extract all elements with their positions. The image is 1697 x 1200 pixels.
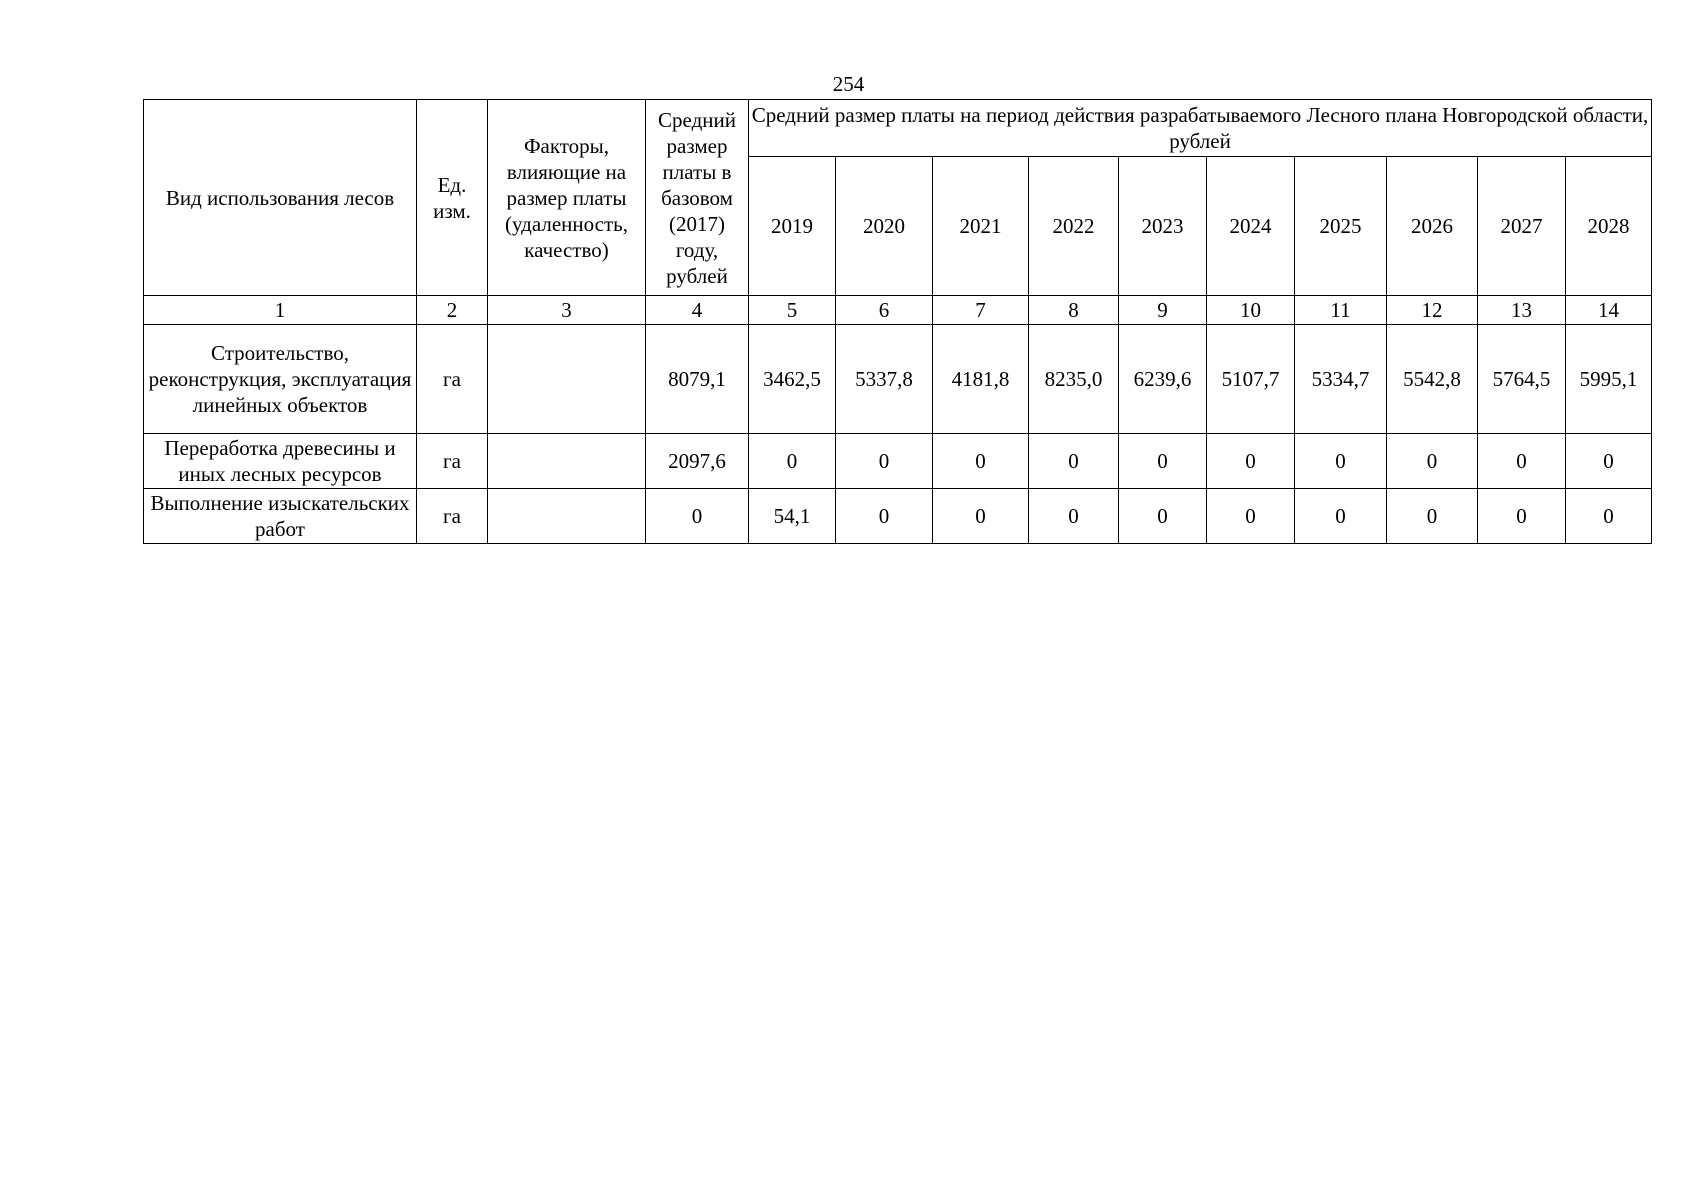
column-number: 9	[1119, 296, 1207, 325]
table-row	[144, 489, 1652, 544]
year-value-cell: 5337,8	[836, 325, 933, 434]
column-number: 1	[144, 296, 417, 325]
year-value-cell: 0	[749, 434, 836, 489]
header-year: 2020	[836, 157, 933, 296]
year-value-cell: 0	[1566, 489, 1652, 544]
year-value-cell: 0	[1478, 434, 1566, 489]
header-year: 2019	[749, 157, 836, 296]
factors-cell	[488, 489, 646, 544]
year-value-cell: 5995,1	[1566, 325, 1652, 434]
header-year: 2028	[1566, 157, 1652, 296]
year-value-cell: 0	[836, 434, 933, 489]
payment-table	[143, 99, 1652, 544]
year-value-cell: 8235,0	[1029, 325, 1119, 434]
base-average-cell: 2097,6	[646, 434, 749, 489]
page-number: 254	[832, 72, 865, 96]
year-value-cell: 0	[933, 489, 1029, 544]
header-factors: Факторы, влияющие на размер платы (удаленность, качество)	[488, 100, 646, 296]
use-type-cell: Выполнение изыскательских работ	[144, 489, 417, 544]
header-year: 2027	[1478, 157, 1566, 296]
header-row-1	[144, 100, 1652, 157]
column-number: 12	[1387, 296, 1478, 325]
header-period-average: Средний размер платы на период действия разрабатываемого Лесного плана Новгородской области, рублей	[749, 100, 1652, 157]
year-value-cell: 0	[1295, 489, 1387, 544]
year-value-cell: 0	[1207, 489, 1295, 544]
column-numbers-row	[144, 296, 1652, 325]
year-value-cell: 0	[1029, 489, 1119, 544]
header-year: 2024	[1207, 157, 1295, 296]
year-value-cell: 5542,8	[1387, 325, 1478, 434]
column-number: 7	[933, 296, 1029, 325]
column-number: 8	[1029, 296, 1119, 325]
header-year: 2022	[1029, 157, 1119, 296]
unit-cell: га	[417, 434, 488, 489]
year-value-cell: 5107,7	[1207, 325, 1295, 434]
unit-cell: га	[417, 489, 488, 544]
column-number: 13	[1478, 296, 1566, 325]
year-value-cell: 0	[933, 434, 1029, 489]
column-number: 11	[1295, 296, 1387, 325]
year-value-cell: 0	[1119, 489, 1207, 544]
year-value-cell: 0	[1119, 434, 1207, 489]
year-value-cell: 0	[1566, 434, 1652, 489]
year-value-cell: 5764,5	[1478, 325, 1566, 434]
column-number: 2	[417, 296, 488, 325]
unit-cell: га	[417, 325, 488, 434]
header-year: 2021	[933, 157, 1029, 296]
column-number: 14	[1566, 296, 1652, 325]
year-value-cell: 0	[1029, 434, 1119, 489]
base-average-cell: 0	[646, 489, 749, 544]
year-value-cell: 0	[1207, 434, 1295, 489]
factors-cell	[488, 434, 646, 489]
year-value-cell: 54,1	[749, 489, 836, 544]
year-value-cell: 6239,6	[1119, 325, 1207, 434]
year-value-cell: 0	[1387, 434, 1478, 489]
column-number: 10	[1207, 296, 1295, 325]
table-row	[144, 434, 1652, 489]
year-value-cell: 4181,8	[933, 325, 1029, 434]
year-value-cell: 0	[1295, 434, 1387, 489]
header-year: 2023	[1119, 157, 1207, 296]
use-type-cell: Переработка древесины и иных лесных ресурсов	[144, 434, 417, 489]
year-value-cell: 0	[1387, 489, 1478, 544]
use-type-cell: Строительство, реконструкция, эксплуатация линейных объектов	[144, 325, 417, 434]
column-number: 5	[749, 296, 836, 325]
header-base-average: Средний размер платы в базовом (2017) году, рублей	[646, 100, 749, 296]
header-year: 2026	[1387, 157, 1478, 296]
factors-cell	[488, 325, 646, 434]
year-value-cell: 0	[1478, 489, 1566, 544]
base-average-cell: 8079,1	[646, 325, 749, 434]
year-value-cell: 5334,7	[1295, 325, 1387, 434]
year-value-cell: 0	[836, 489, 933, 544]
header-use-type: Вид использования лесов	[144, 100, 417, 296]
year-value-cell: 3462,5	[749, 325, 836, 434]
header-year: 2025	[1295, 157, 1387, 296]
column-number: 6	[836, 296, 933, 325]
column-number: 3	[488, 296, 646, 325]
table-row	[144, 325, 1652, 434]
header-unit: Ед. изм.	[417, 100, 488, 296]
column-number: 4	[646, 296, 749, 325]
